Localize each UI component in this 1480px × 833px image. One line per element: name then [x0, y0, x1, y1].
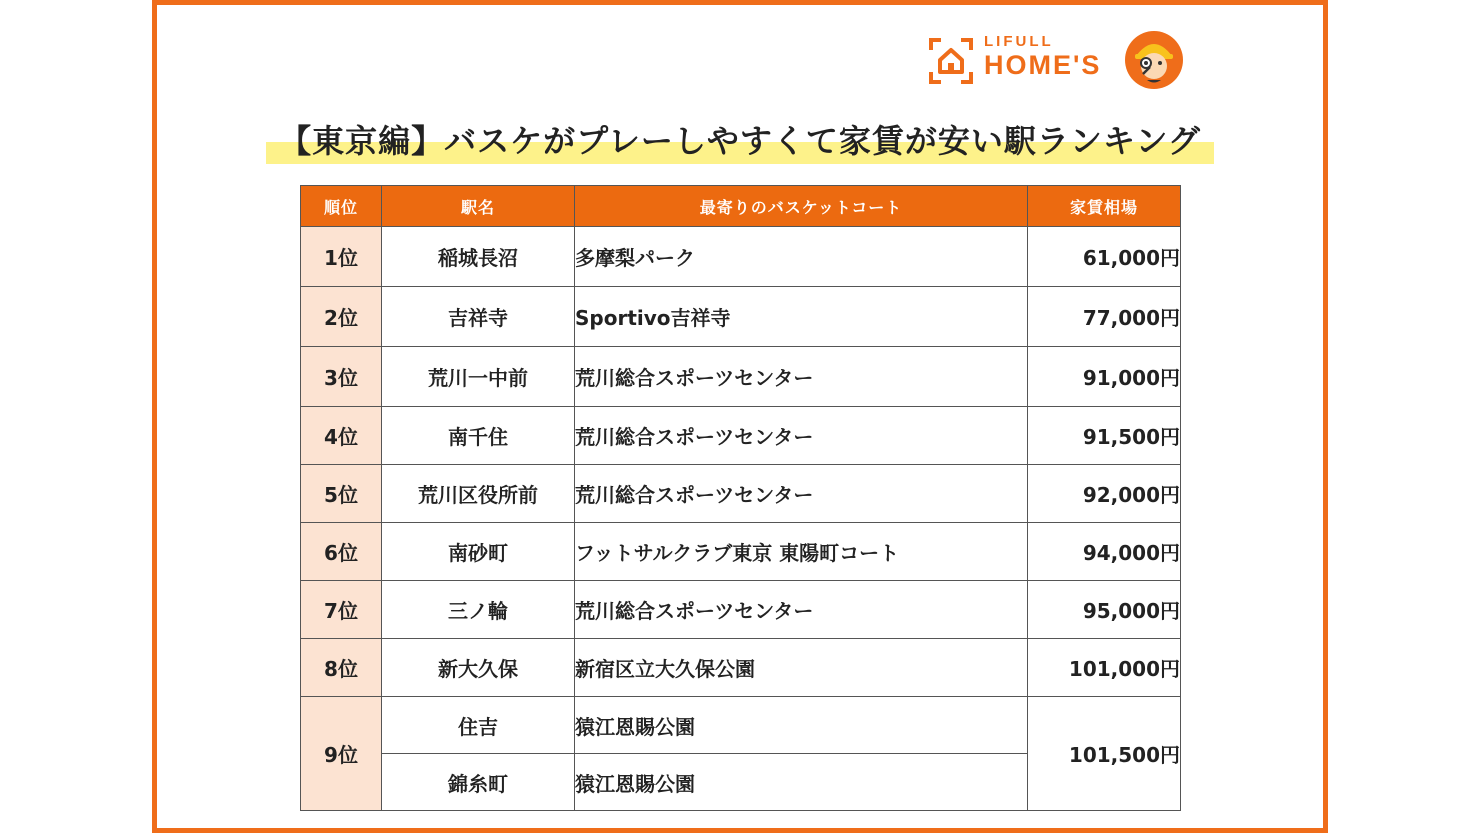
court-cell: 新宿区立大久保公園 — [575, 639, 1028, 697]
station-cell: 錦糸町 — [382, 754, 575, 811]
table-row — [301, 523, 1181, 581]
house-icon — [928, 36, 974, 86]
logo-line2: HOME'S — [984, 50, 1102, 80]
station-cell: 住吉 — [382, 697, 575, 754]
page-title: 【東京編】バスケがプレーしやすくて家賃が安い駅ランキング — [279, 122, 1201, 160]
rank-cell: 4位 — [301, 407, 382, 465]
rank-cell: 8位 — [301, 639, 382, 697]
station-cell: 三ノ輪 — [382, 581, 575, 639]
station-cell: 南千住 — [382, 407, 575, 465]
mascot-icon — [1124, 30, 1184, 90]
table-row — [301, 227, 1181, 287]
lifull-homes-logo — [928, 30, 1188, 92]
court-cell: Sportivo吉祥寺 — [575, 287, 1028, 347]
station-cell: 稲城長沼 — [382, 227, 575, 287]
table-row — [301, 287, 1181, 347]
station-cell: 荒川一中前 — [382, 347, 575, 407]
ranking-table — [300, 185, 1181, 811]
header-rank: 順位 — [301, 186, 382, 227]
table-row — [301, 465, 1181, 523]
rent-cell: 61,000円 — [1028, 227, 1181, 287]
rent-cell: 91,000円 — [1028, 347, 1181, 407]
court-cell: 荒川総合スポーツセンター — [575, 347, 1028, 407]
logo-line1: LIFULL — [984, 33, 1054, 50]
header-court: 最寄りのバスケットコート — [575, 186, 1028, 227]
rent-cell: 92,000円 — [1028, 465, 1181, 523]
title-block — [266, 112, 1214, 168]
table-header-row — [301, 186, 1181, 227]
rank-cell: 6位 — [301, 523, 382, 581]
rank-cell: 1位 — [301, 227, 382, 287]
rank-cell: 9位 — [301, 697, 382, 811]
table-row — [301, 581, 1181, 639]
rank-cell: 2位 — [301, 287, 382, 347]
table-row — [301, 407, 1181, 465]
rent-cell: 94,000円 — [1028, 523, 1181, 581]
court-cell: フットサルクラブ東京 東陽町コート — [575, 523, 1028, 581]
rent-cell: 95,000円 — [1028, 581, 1181, 639]
station-cell: 新大久保 — [382, 639, 575, 697]
court-cell: 荒川総合スポーツセンター — [575, 407, 1028, 465]
header-station: 駅名 — [382, 186, 575, 227]
station-cell: 吉祥寺 — [382, 287, 575, 347]
station-cell: 荒川区役所前 — [382, 465, 575, 523]
rent-cell: 101,500円 — [1028, 697, 1181, 811]
court-cell: 多摩梨パーク — [575, 227, 1028, 287]
station-cell: 南砂町 — [382, 523, 575, 581]
rent-cell: 101,000円 — [1028, 639, 1181, 697]
table-row — [301, 639, 1181, 697]
court-cell: 猿江恩賜公園 — [575, 754, 1028, 811]
court-cell: 猿江恩賜公園 — [575, 697, 1028, 754]
rent-cell: 91,500円 — [1028, 407, 1181, 465]
rank-cell: 5位 — [301, 465, 382, 523]
table-row — [301, 347, 1181, 407]
rank-cell: 7位 — [301, 581, 382, 639]
court-cell: 荒川総合スポーツセンター — [575, 465, 1028, 523]
rent-cell: 77,000円 — [1028, 287, 1181, 347]
header-rent: 家賃相場 — [1028, 186, 1181, 227]
court-cell: 荒川総合スポーツセンター — [575, 581, 1028, 639]
table-row — [301, 697, 1181, 754]
rank-cell: 3位 — [301, 347, 382, 407]
